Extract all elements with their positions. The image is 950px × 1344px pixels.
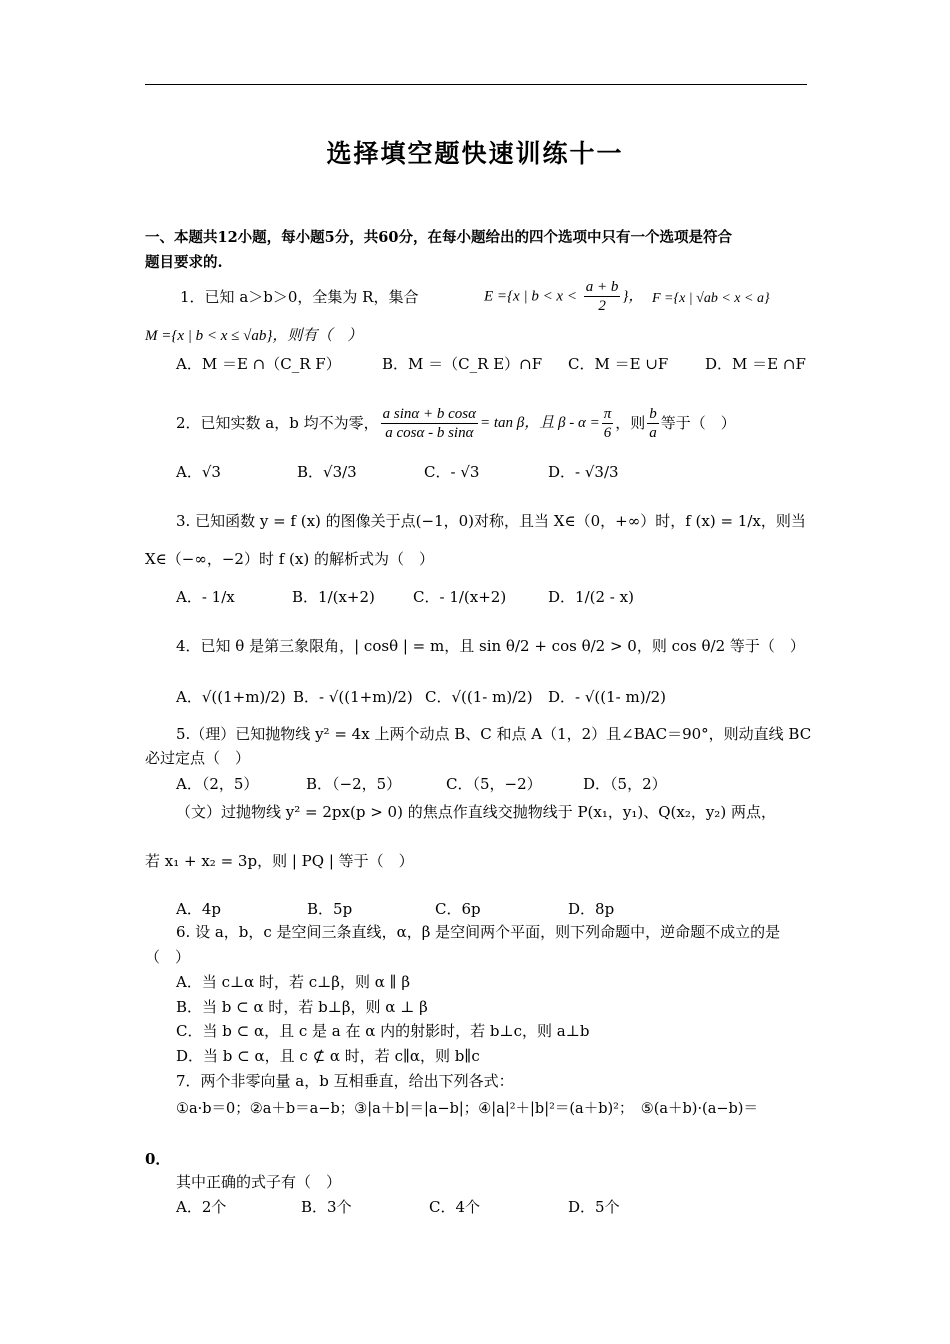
q1-option-a[interactable]: A．M ＝E ∩（C_R F） [176,355,341,373]
q5-wen-line1: （文）过抛物线 y² = 2px(p > 0) 的焦点作直线交抛物线于 P(x₁，y₁)、Q(x₂，y₂) 两点， [176,803,776,821]
q5-line2: 必过定点（ ） [145,749,251,767]
q7-line4: 其中正确的式子有（ ） [176,1173,342,1191]
q7-option-d[interactable]: D．5个 [568,1198,620,1216]
q6-line1: 6. 设 a，b，c 是空间三条直线，α，β 是空间两个平面，则下列命题中，逆命题不成立的是 [176,923,781,941]
instructions-line-1: 一、本题共12小题，每小题5分，共60分，在每小题给出的四个选项中只有一个选项是符合 [145,229,732,246]
q5-option-a[interactable]: A．（2，5） [176,775,259,793]
q1-line2: M ={x | b < x ≤ √ab}，则有（ ） [145,328,363,344]
q7-line2: ①a·b＝0；②a＋b＝a−b；③|a＋b|＝|a−b|；④|a|²＋|b|²＝(a＋b)²； ⑤(a＋b)·(a−b)＝ [176,1101,758,1117]
q5-option-c[interactable]: C．（5，−2） [446,775,542,793]
q5-wen-option-d[interactable]: D．8p [568,900,615,918]
q2-option-c[interactable]: C．- √3 [424,463,480,481]
q3-line2: X∈（−∞，−2）时 f (x) 的解析式为（ ） [145,550,434,568]
q2-option-b[interactable]: B．√3/3 [297,463,357,481]
q5-option-d[interactable]: D．（5，2） [583,775,667,793]
instructions-line-2: 题目要求的. [145,254,223,271]
q3-option-b[interactable]: B．1/(x+2) [292,588,375,606]
q5-wen-option-b[interactable]: B．5p [307,900,353,918]
q5-line1: 5.（理）已知抛物线 y² = 4x 上两个动点 B、C 和点 A（1，2）且∠BAC＝90°，则动直线 BC [176,725,812,743]
q7-option-b[interactable]: B．3个 [301,1198,352,1216]
q6-option-c[interactable]: C．当 b ⊂ α，且 c 是 a 在 α 内的射影时，若 b⊥c，则 a⊥b [176,1022,590,1040]
q7-line3: 0． [145,1150,171,1168]
q3-option-a[interactable]: A．- 1/x [176,588,235,606]
q6-option-b[interactable]: B．当 b ⊂ α 时，若 b⊥β，则 α ⊥ β [176,998,428,1016]
q6-option-a[interactable]: A．当 c⊥α 时，若 c⊥β，则 α ∥ β [176,973,410,991]
q5-wen-line2: 若 x₁ + x₂ = 3p，则 | PQ | 等于（ ） [145,852,414,870]
q1-option-d[interactable]: D．M ＝E ∩F [705,355,806,373]
q3-option-d[interactable]: D．1/(2 - x) [548,588,634,606]
q5-wen-option-a[interactable]: A．4p [176,900,221,918]
q1-stem: 1．已知 a＞b＞0，全集为 R，集合 [180,288,419,306]
q4-option-d[interactable]: D．- √((1- m)/2) [548,688,667,706]
q1-set-f: F ={x | √ab < x < a} [652,291,770,306]
q7-option-a[interactable]: A．2个 [176,1198,227,1216]
page-title: 选择填空题快速训练十一 [326,139,624,168]
q3-line1: 3. 已知函数 y = f (x) 的图像关于点(−1，0)对称，且当 X∈（0，+∞）时，f (x) = 1/x，则当 [176,512,806,530]
header-rule [145,84,807,85]
q5-wen-option-c[interactable]: C．6p [435,900,481,918]
q1-option-c[interactable]: C．M ＝E ∪F [568,355,669,373]
q2-option-d[interactable]: D．- √3/3 [548,463,619,481]
q2-option-a[interactable]: A．√3 [176,463,221,481]
q5-option-b[interactable]: B．（−2，5） [306,775,402,793]
q6-line2: （ ） [145,948,191,966]
q1-option-b[interactable]: B．M ＝（C_R E）∩F [382,355,543,373]
q6-option-d[interactable]: D．当 b ⊂ α，且 c ⊄ α 时，若 c∥α，则 b∥c [176,1047,480,1065]
q4-option-a[interactable]: A．√((1+m)/2) [176,688,286,706]
q4-line1: 4．已知 θ 是第三象限角，| cosθ | = m，且 sin θ/2 + cos θ/2 > 0，则 cos θ/2 等于（ ） [176,637,805,655]
q3-option-c[interactable]: C．- 1/(x+2) [413,588,507,606]
q1-set-e: E ={x | b < x < $\frac{a + b}{2}$ }， [484,279,644,314]
q7-option-c[interactable]: C．4个 [429,1198,481,1216]
q2-stem: 2．已知实数 a，b 均不为零， $\frac{\text{a sinα + b cosα}}{\text{a cosα - b sinα}}$ = tan β，且 β - α = $\frac{\pi}{6}$ ，则 $\frac{b}{a}$ 等于（ ） [176,405,736,441]
q4-option-c[interactable]: C．√((1- m)/2) [425,688,533,706]
q4-option-b[interactable]: B．- √((1+m)/2) [293,688,413,706]
q7-line1: 7．两个非零向量 a，b 互相垂直，给出下列各式： [176,1072,514,1090]
